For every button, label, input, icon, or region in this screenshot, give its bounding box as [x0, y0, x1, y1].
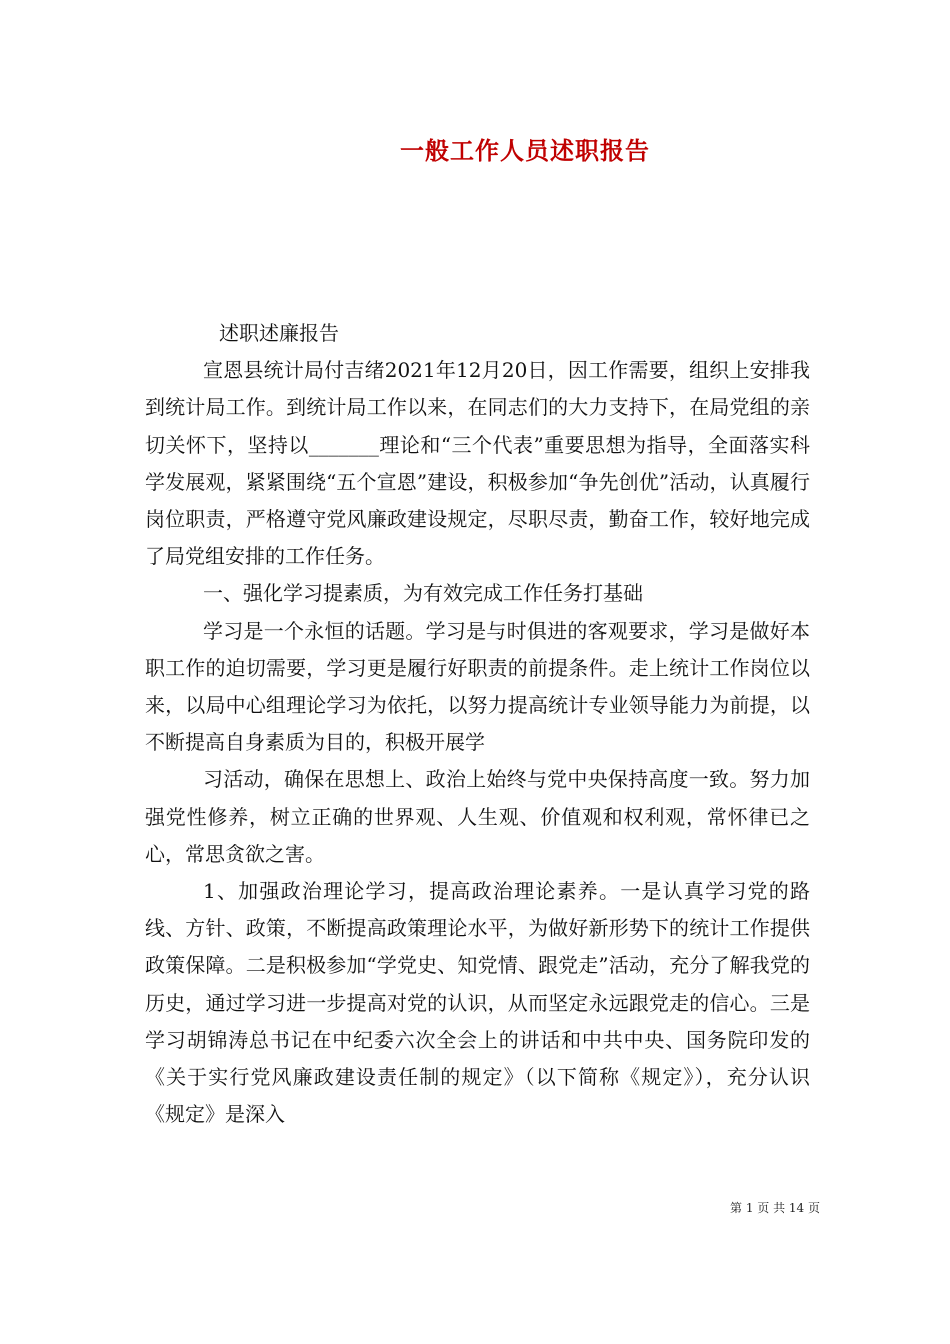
paragraph-political-study: 1、加强政治理论学习，提高政治理论素养。一是认真学习党的路线、方针、政策，不断提高政策理论水平，为做好新形势下的统计工作提供政策保障。二是积极参加“学党史、知党情、跟党走”活动，充分了解我党的历史，通过学习进一步提高对党的认识，从而坚定永远跟党走的信心。三是学习胡锦涛总书记在中纪委六次全会上的讲话和中共中央、国务院印发的《关于实行党风廉政建设责任制的规定》（以下简称《规定》），充分认识《规定》是深入	[145, 879, 810, 1127]
document-body	[145, 315, 810, 1133]
page-number: 第 1 页 共 14 页	[730, 1201, 820, 1215]
section-heading-report: 述职述廉报告	[219, 321, 339, 345]
paragraph-intro: 宣恩县统计局付吉绪2021年12月20日，因工作需要，组织上安排我到统计局工作。到统计局工作以来，在同志们的大力支持下，在局党组的亲切关怀下，坚持以_______理论和“三个代表”重要思想为指导，全面落实科学发展观，紧紧围绕“五个宣恩”建设，积极参加“争先创优”活动，认真履行岗位职责，严格遵守党风廉政建设规定，尽职尽责，勤奋工作，较好地完成了局党组安排的工作任务。	[145, 358, 810, 569]
section-heading-1: 一、强化学习提素质，为有效完成工作任务打基础	[203, 581, 643, 606]
paragraph-study: 学习是一个永恒的话题。学习是与时俱进的客观要求，学习是做好本职工作的迫切需要，学习更是履行好职责的前提条件。走上统计工作岗位以来，以局中心组理论学习为依托，以努力提高统计专业领导能力为前提，以不断提高自身素质为目的，积极开展学	[145, 618, 810, 755]
paragraph-study-continued: 习活动，确保在思想上、政治上始终与党中央保持高度一致。努力加强党性修养，树立正确的世界观、人生观、价值观和权利观，常怀律已之心，常思贪欲之害。	[145, 767, 810, 866]
document-title: 一般工作人员述职报告	[400, 136, 650, 165]
